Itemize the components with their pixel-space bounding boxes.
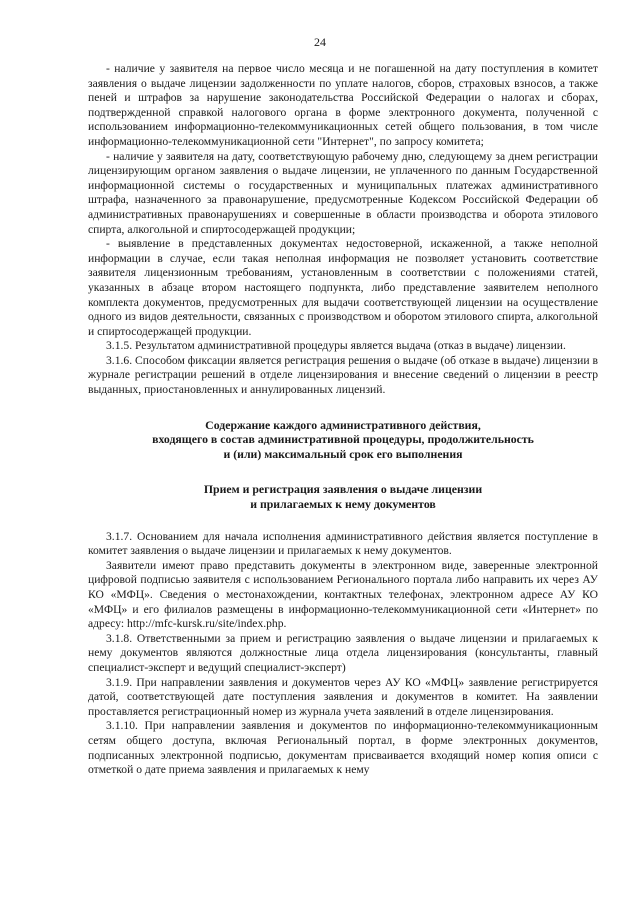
paragraph-3-1-10: 3.1.10. При направлении заявления и документов по информационно-телекоммуникационным сетям общего доступа, включая Региональный портал, в форме электронных документов, подписанных электронной подписью, документам присваивается входящий номер копия описи с отметкой о дате приема заявления и прилагаемых к нему [88,719,598,777]
heading-line: и прилагаемых к нему документов [250,496,436,511]
paragraph-false-information: - выявление в представленных документах недостоверной, искаженной, а также неполной информации в случае, если такая неполная информация не позволяет установить соответствие заявителя лицензионным требованиям, установленным в соответствии с положениями статей, указанных в абзаце втором настоящего подпункта, либо представление заявителем неполного комплекта документов, предусмотренных для выдачи соответствующей лицензии на осуществление одного из видов деятельности, связанных с производством и оборотом этилового спирта, алкогольной и спиртосодержащей продукции. [88,237,598,338]
heading-line: входящего в состав административной процедуры, продолжительность [152,432,534,447]
document-body [88,62,598,778]
paragraph-3-1-6: 3.1.6. Способом фиксации является регистрация решения о выдаче (об отказе в выдаче) лицензии в журнале регистрации решений в отделе лицензирования и внесение сведений о лицензии в реестр выданных, приостановленных и аннулированных лицензий. [88,353,598,397]
page-number: 24 [314,35,326,49]
heading-line: Содержание каждого административного действия, [205,417,481,432]
section-heading-reception [88,482,598,512]
paragraph-3-1-5: 3.1.5. Результатом административной процедуры является выдача (отказ в выдаче) лицензии. [106,339,566,353]
paragraph-electronic-submission: Заявители имеют право представить документы в электронном виде, заверенные электронной цифровой подписью заявителя с использованием Регионального портала либо направить их через АУ КО «МФЦ». Сведения о местонахождении, контактных телефонах, электронном адресе АУ КО «МФЦ» и его филиалов размещены в информационно-телекоммуникационной сети «Интернет» по адресу: http://mfc-kursk.ru/site/index.php. [88,558,598,631]
paragraph-3-1-8: 3.1.8. Ответственными за прием и регистрацию заявления о выдаче лицензии и прилагаемых к нему документов являются должностные лица отдела лицензирования (консультанты, главный специалист-эксперт и ведущий специалист-эксперт) [88,631,598,674]
heading-line: и (или) максимальный срок его выполнения [223,447,463,462]
paragraph-unpaid-fine: - наличие у заявителя на дату, соответствующую рабочему дню, следующему за днем регистрации лицензирующим органом заявления о выдаче лицензии, не уплаченного по данным Государственной информационной системы о государственных и муниципальных платежах административного штрафа, назначенного за правонарушение, предусмотренные Кодексом Российской Федерации об административных правонарушениях и совершенные в области производства и оборота этилового спирта, алкогольной и спиртосодержащей продукции; [88,149,598,236]
paragraph-3-1-9: 3.1.9. При направлении заявления и документов через АУ КО «МФЦ» заявление регистрируется датой, соответствующей дате поступления заявления и документов в комитет. На заявлении проставляется регистрационный номер из журнала учета заявлений в отделе лицензирования. [88,675,598,718]
heading-line: Прием и регистрация заявления о выдаче лицензии [203,482,483,497]
paragraph-3-1-7: 3.1.7. Основанием для начала исполнения административного действия является поступление в комитет заявления о выдаче лицензии и прилагаемых к нему документов. [88,529,598,558]
section-heading-actions [88,418,598,462]
paragraph-tax-debt: - наличие у заявителя на первое число месяца и не погашенной на дату поступления в комитет заявления о выдаче лицензии задолженности по уплате налогов, сборов, страховых взносов, а также пеней и штрафов за нарушение законодательства Российской Федерации о налогах и сборах, подтвержденной справкой налогового органа в форме электронного документа, полученной с использованием информационно-телекоммуникационных сетей общего пользования, в том числе информационно-телекоммуникационной сети "Интернет", по запросу комитета; [88,62,598,148]
